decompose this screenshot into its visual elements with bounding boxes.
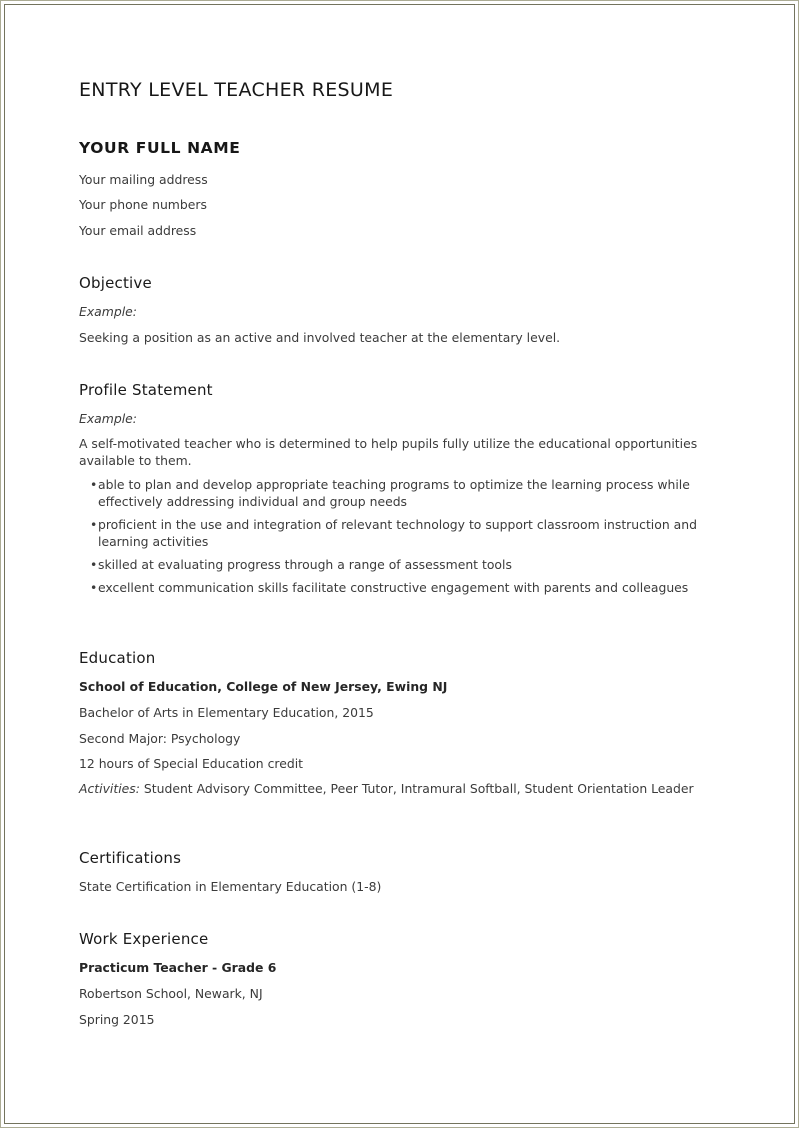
profile-bullet-item: • skilled at evaluating progress through a range of assessment tools [90,556,714,573]
profile-section-heading: Profile Statement [79,381,213,399]
profile-bullet-item: • excellent communication skills facilitate constructive engagement with parents and colleagues [90,579,714,596]
objective-section-heading: Objective [79,274,152,292]
work-experience-section-heading: Work Experience [79,930,209,948]
education-section-heading: Education [79,649,156,667]
education-activities-text: Student Advisory Committee, Peer Tutor, Intramural Softball, Student Orientation Leader [143,781,694,796]
contact-email: Your email address [79,223,197,238]
contact-phone: Your phone numbers [79,197,207,212]
education-degree: Bachelor of Arts in Elementary Education, 2015 [79,705,374,720]
profile-bullet-item: • able to plan and develop appropriate teaching programs to optimize the learning process while effectively addressing individual and group needs [90,476,714,510]
objective-example-label: Example: [79,304,137,319]
candidate-name-placeholder: YOUR FULL NAME [79,139,241,157]
certification-item: State Certification in Elementary Education (1-8) [79,879,382,894]
education-activities [79,780,723,797]
work-employer: Robertson School, Newark, NJ [79,986,263,1001]
objective-text: Seeking a position as an active and involved teacher at the elementary level. [79,330,561,345]
work-date: Spring 2015 [79,1012,155,1027]
document-title: ENTRY LEVEL TEACHER RESUME [79,79,394,101]
profile-bullet-list [90,476,714,602]
education-second-major: Second Major: Psychology [79,731,241,746]
education-activities-label: Activities: [79,781,140,796]
profile-intro-text: A self-motivated teacher who is determined to help pupils fully utilize the educational opportunities available to them. [79,436,698,468]
profile-bullet-item: • proficient in the use and integration of relevant technology to support classroom instruction and learning activities [90,516,714,550]
certifications-section-heading: Certifications [79,849,182,867]
education-school: School of Education, College of New Jersey, Ewing NJ [79,679,448,694]
contact-mailing-address: Your mailing address [79,172,208,187]
work-job-title: Practicum Teacher - Grade 6 [79,960,277,975]
education-credits: 12 hours of Special Education credit [79,756,303,771]
profile-example-label: Example: [79,411,137,426]
